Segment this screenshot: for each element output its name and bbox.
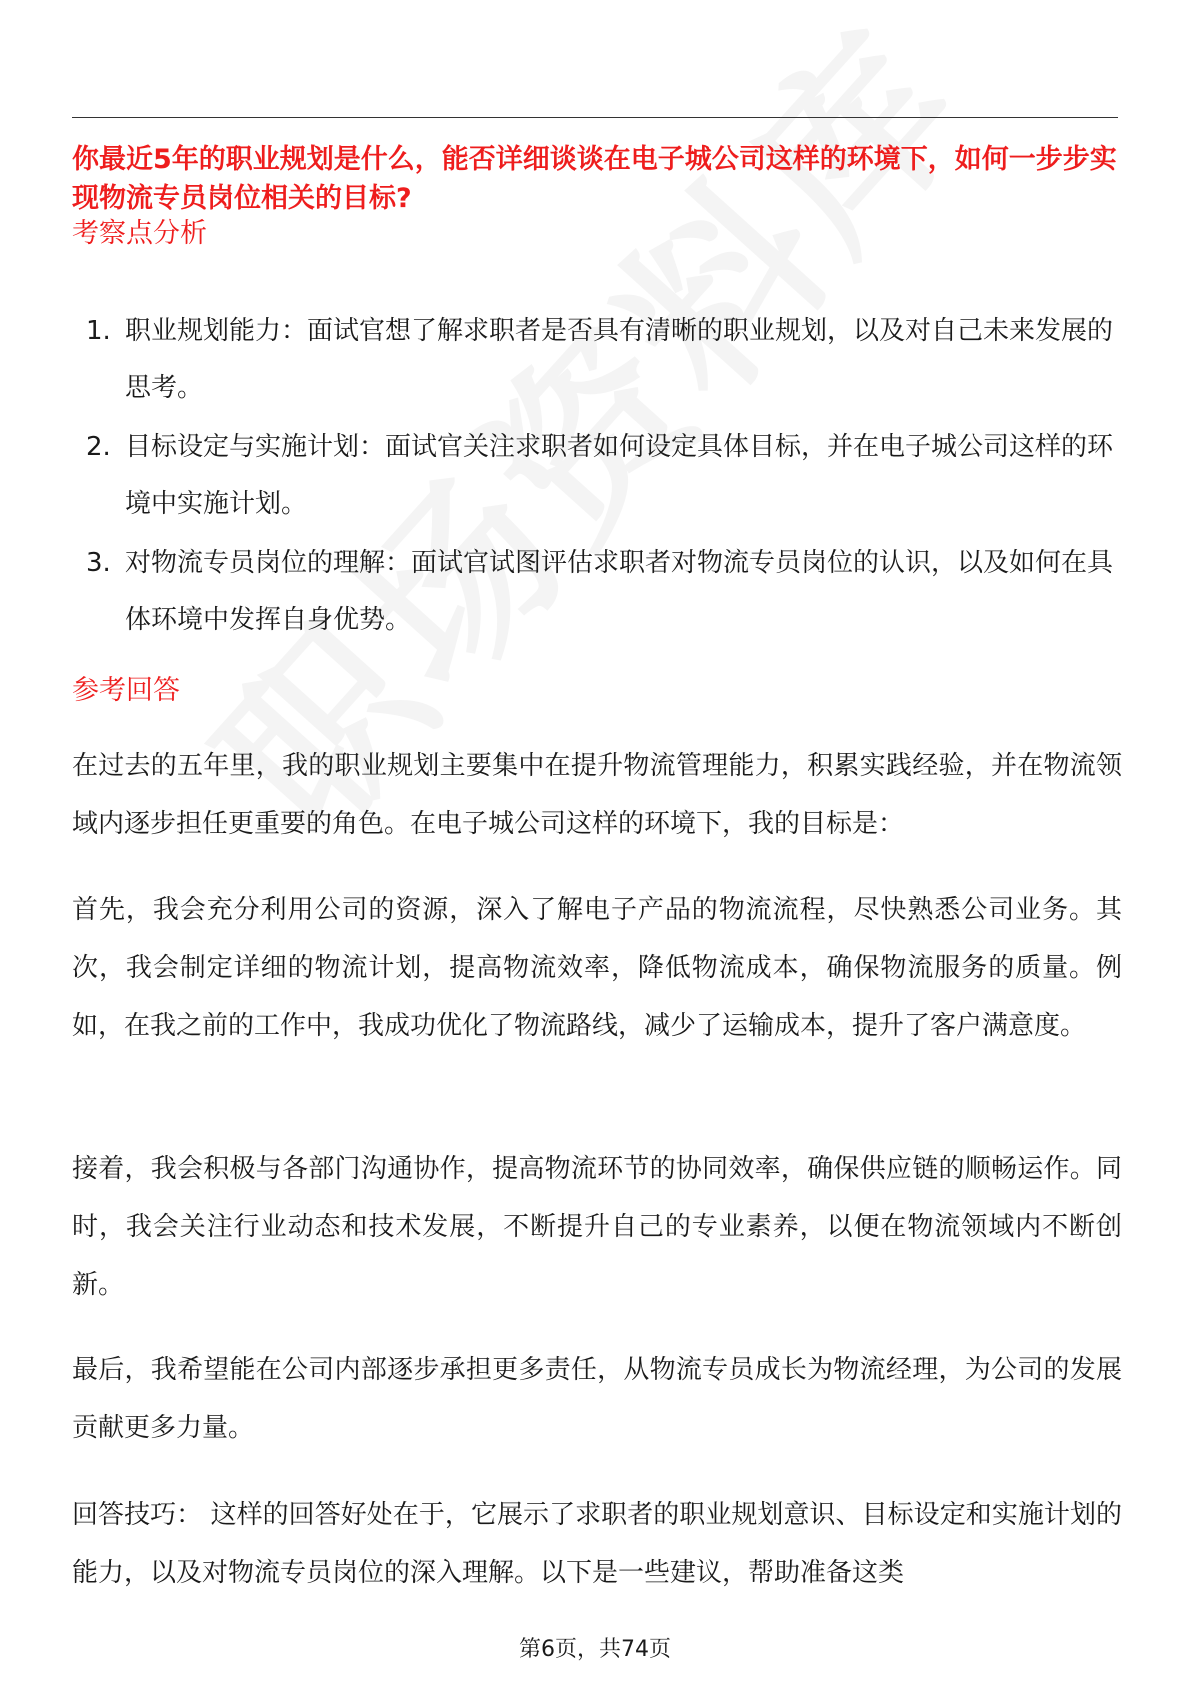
page-footer: 第6页，共74页 bbox=[519, 1637, 671, 1662]
analysis-item-1 bbox=[80, 303, 1120, 417]
answer-paragraph-1: 在过去的五年里，我的职业规划主要集中在提升物流管理能力，积累实践经验，并在物流领域内逐步担任更重要的角色。在电子城公司这样的环境下，我的目标是： bbox=[72, 751, 1122, 839]
analysis-item-text: 职业规划能力：面试官想了解求职者是否具有清晰的职业规划，以及对自己未来发展的思考。 bbox=[125, 316, 1114, 403]
list-number: 3. bbox=[86, 548, 111, 578]
analysis-heading: 考察点分析 bbox=[72, 218, 207, 249]
list-number: 2. bbox=[86, 432, 111, 462]
analysis-item-2 bbox=[80, 419, 1120, 533]
answer-paragraph-3: 接着，我会积极与各部门沟通协作，提高物流环节的协同效率，确保供应链的顺畅运作。同时，我会关注行业动态和技术发展，不断提升自己的专业素养，以便在物流领域内不断创新。 bbox=[72, 1154, 1122, 1300]
analysis-item-text: 对物流专员岗位的理解：面试官试图评估求职者对物流专员岗位的认识，以及如何在具体环境中发挥自身优势。 bbox=[125, 548, 1114, 635]
analysis-item-3 bbox=[80, 535, 1120, 649]
answer-tips-paragraph: 回答技巧： 这样的回答好处在于，它展示了求职者的职业规划意识、目标设定和实施计划的能力，以及对物流专员岗位的深入理解。以下是一些建议，帮助准备这类 bbox=[72, 1500, 1122, 1588]
answer-heading: 参考回答 bbox=[72, 675, 180, 706]
analysis-list bbox=[80, 303, 1120, 651]
top-divider bbox=[72, 117, 1118, 118]
answer-paragraph-4: 最后，我希望能在公司内部逐步承担更多责任，从物流专员成长为物流经理，为公司的发展贡献更多力量。 bbox=[72, 1355, 1122, 1443]
question-title: 你最近5年的职业规划是什么，能否详细谈谈在电子城公司这样的环境下，如何一步步实现物流专员岗位相关的目标? bbox=[72, 144, 1117, 214]
answer-paragraph-2: 首先，我会充分利用公司的资源，深入了解电子产品的物流流程，尽快熟悉公司业务。其次，我会制定详细的物流计划，提高物流效率，降低物流成本，确保物流服务的质量。例如，在我之前的工作中，我成功优化了物流路线，减少了运输成本，提升了客户满意度。 bbox=[72, 895, 1122, 1041]
analysis-item-text: 目标设定与实施计划：面试官关注求职者如何设定具体目标，并在电子城公司这样的环境中实施计划。 bbox=[125, 432, 1114, 519]
list-number: 1. bbox=[86, 316, 111, 346]
